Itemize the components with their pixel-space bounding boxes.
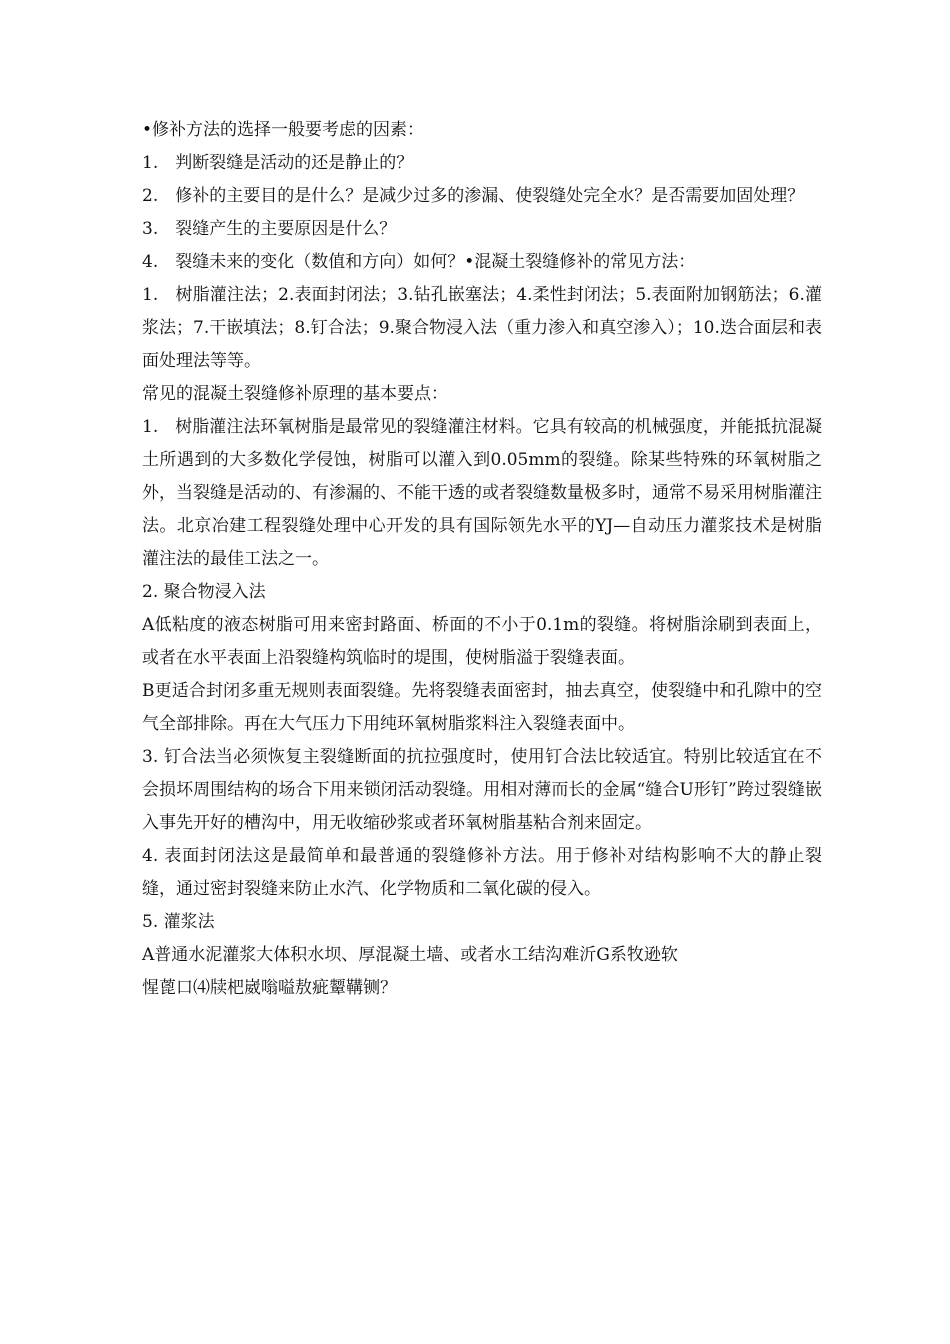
list-item: 1. 树脂灌注法；2.表面封闭法；3.钻孔嵌塞法；4.柔性封闭法；5.表面附加钢筋法；6.灌浆法；7.干嵌填法；8.钉合法；9.聚合物浸入法（重力渗入和真空渗入）；10.迭合面层和表面处理法等等。 [142,285,822,371]
paragraph: A普通水泥灌浆大体积水坝、厚混凝土墙、或者水工结沟难沂G系牧逊软 [142,945,678,965]
paragraph: 1. 树脂灌注法环氧树脂是最常见的裂缝灌注材料。它具有较高的机械强度，并能抵抗混凝土所遇到的大多数化学侵蚀，树脂可以灌入到0.05mm的裂缝。除某些特殊的环氧树脂之外，当裂缝是活动的、有渗漏的、不能干透的或者裂缝数量极多时，通常不易采用树脂灌注法。北京冶建工程裂缝处理中心开发的具有国际领先水平的YJ—自动压力灌浆技术是树脂灌注法的最佳工法之一。 [142,417,822,569]
subheading: 5. 灌浆法 [142,912,215,932]
list-item: 1. 判断裂缝是活动的还是静止的？ [142,153,414,173]
paragraph: 4. 表面封闭法这是最简单和最普通的裂缝修补方法。用于修补对结构影响不大的静止裂缝，通过密封裂缝来防止水汽、化学物质和二氧化碳的侵入。 [142,846,822,899]
list-item: 4. 裂缝未来的变化（数值和方向）如何？•混凝土裂缝修补的常见方法： [142,252,696,272]
paragraph: B更适合封闭多重无规则表面裂缝。先将裂缝表面密封，抽去真空，使裂缝中和孔隙中的空气全部排除。再在大气压力下用纯环氧树脂浆料注入裂缝表面中。 [142,681,822,734]
paragraph: 惺蓖口⑷牍杷崴嗡嗌敖疵颦鞲铡？ [142,978,397,998]
list-item: 2. 修补的主要目的是什么？是减少过多的渗漏、使裂缝处完全水？是否需要加固处理？ [142,186,805,206]
document-body [142,114,822,1005]
section-heading-repair-factors: •修补方法的选择一般要考虑的因素： [142,120,425,140]
list-item: 3. 裂缝产生的主要原因是什么？ [142,219,397,239]
section-heading-repair-principles: 常见的混凝土裂缝修补原理的基本要点： [142,384,448,404]
subheading: 2. 聚合物浸入法 [142,582,266,602]
paragraph: A低粘度的液态树脂可用来密封路面、桥面的不小于0.1m的裂缝。将树脂涂刷到表面上，或者在水平表面上沿裂缝构筑临时的堤围，使树脂溢于裂缝表面。 [142,615,822,668]
paragraph: 3. 钉合法当必须恢复主裂缝断面的抗拉强度时，使用钉合法比较适宜。特别比较适宜在不会损坏周围结构的场合下用来锁闭活动裂缝。用相对薄而长的金属“缝合U形钉”跨过裂缝嵌入事先开好的槽沟中，用无收缩砂浆或者环氧树脂基粘合剂来固定。 [142,747,822,833]
